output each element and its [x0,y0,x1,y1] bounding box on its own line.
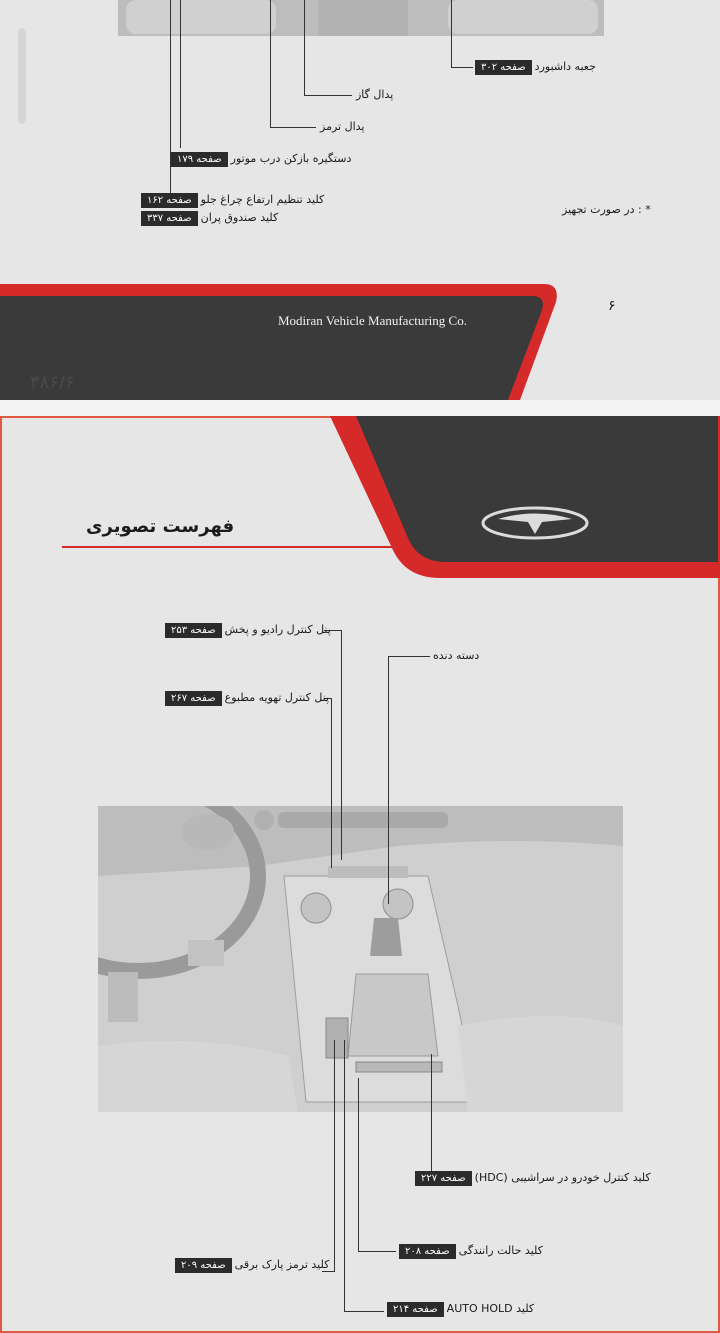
footer-company-name: Modiran Vehicle Manufacturing Co. [278,313,467,328]
page-number: ۶ [608,298,616,314]
brand-logo-icon [480,504,590,542]
callout-gear-lever: دسته دنده [433,649,480,662]
page-title: فهرست تصویری [86,516,235,537]
callout-electric-parking-brake: کلید ترمز پارک برقیصفحه ۲۰۹ [172,1258,329,1273]
car-interior-illustration-top [118,0,604,40]
callout-radio-control-panel: پنل کنترل رادیو و پخشصفحه ۲۵۳ [162,623,331,638]
callout-climate-control-panel: پنل کنترل تهویه مطبوعصفحه ۲۶۷ [162,691,329,706]
callout-glovebox: جعبه داشبوردصفحه ۳۰۲ [472,60,596,75]
callout-accelerator-pedal: پدال گاز [356,88,394,101]
manual-page-pictorial-index [0,416,720,1333]
callout-trunk-release-switch: کلید صندوق پرانصفحه ۳۳۷ [138,211,278,226]
callout-hood-release: دستگیره بازکن درب موتورصفحه ۱۷۹ [168,152,351,167]
callout-brake-pedal: پدال ترمز [320,120,365,133]
manual-page-previous [0,0,720,400]
scroll-indicator [18,28,26,124]
optional-equipment-note: * : در صورت تجهیز [562,203,651,216]
callout-auto-hold-switch: کلید AUTO HOLDصفحه ۲۱۴ [384,1302,534,1317]
callout-drive-mode-switch: کلید حالت رانندگیصفحه ۲۰۸ [396,1244,543,1259]
page-gap [0,400,720,416]
watermark-text: ۳۸۶/۶ [30,372,75,393]
callout-headlight-level-switch: کلید تنظیم ارتفاع چراغ جلوصفحه ۱۶۲ [138,193,324,208]
callout-hdc-switch: کلید کنترل خودرو در سراشیبی (HDC)صفحه ۲۲۷ [412,1171,651,1186]
header-band [0,416,720,586]
center-console-illustration [98,806,623,1112]
